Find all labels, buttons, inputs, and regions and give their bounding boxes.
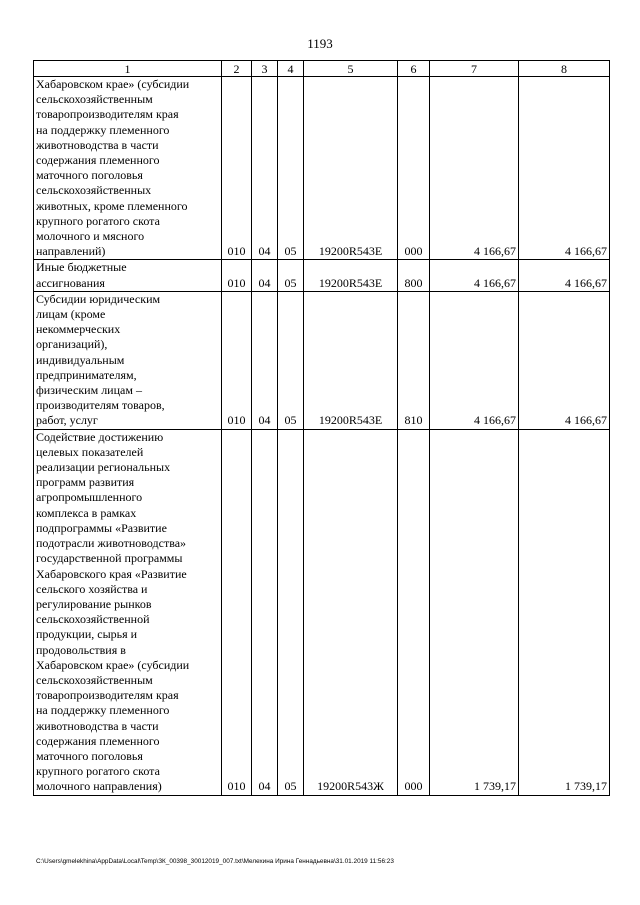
row-name-line: содержания племенного — [36, 153, 160, 168]
row-name-cell — [34, 77, 222, 260]
section-code-cell: 04 — [252, 429, 278, 795]
column-header: 3 — [252, 61, 278, 77]
row-name-cell — [34, 429, 222, 795]
row-name-line: крупного рогатого скота — [36, 213, 160, 228]
row-name-line: комплекса в рамках — [36, 505, 137, 520]
row-name-line: товаропроизводителям края — [36, 688, 179, 703]
target-article-cell: 19200R543Е — [304, 77, 398, 260]
target-article-cell: 19200R543Е — [304, 260, 398, 291]
section-code-cell: 04 — [252, 77, 278, 260]
row-name-line: регулирование рынков — [36, 596, 152, 611]
row-name-line: сельскохозяйственным — [36, 672, 153, 687]
amount-cell: 4 166,67 — [519, 260, 610, 291]
column-header: 7 — [430, 61, 519, 77]
expense-type-cell: 000 — [398, 77, 430, 260]
row-name-line: сельскохозяйственным — [36, 92, 153, 107]
row-name-line: Хабаровского края «Развитие — [36, 566, 187, 581]
column-header: 5 — [304, 61, 398, 77]
row-name-line: подпрограммы «Развитие — [36, 520, 167, 535]
target-article-cell: 19200R543Ж — [304, 429, 398, 795]
row-name-cell — [34, 291, 222, 429]
amount-cell: 4 166,67 — [430, 291, 519, 429]
row-name-line: на поддержку племенного — [36, 122, 170, 137]
row-name-line: молочного направления) — [36, 779, 162, 794]
row-name-line: реализации региональных — [36, 460, 171, 475]
row-name-line: Содействие достижению — [36, 429, 164, 444]
row-name-line: товаропроизводителям края — [36, 107, 179, 122]
grbs-code-cell: 010 — [222, 291, 252, 429]
expense-type-cell: 810 — [398, 291, 430, 429]
row-name-line: лицам (кроме — [36, 307, 106, 322]
amount-cell: 4 166,67 — [519, 77, 610, 260]
row-name-line: животных, кроме племенного — [36, 198, 188, 213]
row-name-line: животноводства в части — [36, 718, 159, 733]
row-name-cell — [34, 260, 222, 291]
row-name-line: физическим лицам – — [36, 383, 142, 398]
subsection-code-cell: 05 — [278, 429, 304, 795]
amount-cell: 4 166,67 — [519, 291, 610, 429]
table-row — [34, 429, 610, 795]
column-header: 1 — [34, 61, 222, 77]
row-name-line: подотрасли животноводства» — [36, 536, 187, 551]
row-name-line: направлений) — [36, 244, 106, 259]
page-number: 1193 — [307, 36, 333, 51]
row-name-line: индивидуальным — [36, 352, 125, 367]
footer-file-path: C:\Users\gmelekhina\AppData\Local\Temp\ЗК_00398_30012019_007.txt\Мелехина Ирина Геннадьевна\31.01.2019 11:56:23 — [36, 858, 394, 865]
section-code-cell: 04 — [252, 291, 278, 429]
row-name-line: сельскохозяйственной — [36, 612, 150, 627]
row-name-line: организаций), — [36, 337, 108, 352]
table-header-row — [34, 61, 610, 77]
grbs-code-cell: 010 — [222, 260, 252, 291]
table-row — [34, 260, 610, 291]
subsection-code-cell: 05 — [278, 291, 304, 429]
column-header: 8 — [519, 61, 610, 77]
amount-cell: 4 166,67 — [430, 260, 519, 291]
row-name-line: агропромышленного — [36, 490, 143, 505]
row-name-line: предпринимателям, — [36, 367, 137, 382]
row-name-line: работ, услуг — [36, 413, 98, 428]
amount-cell: 1 739,17 — [430, 429, 519, 795]
table-body — [34, 77, 610, 796]
table-row — [34, 77, 610, 260]
row-name-line: Иные бюджетные — [36, 260, 127, 275]
amount-cell: 1 739,17 — [519, 429, 610, 795]
subsection-code-cell: 05 — [278, 260, 304, 291]
expense-type-cell: 800 — [398, 260, 430, 291]
column-header: 4 — [278, 61, 304, 77]
row-name-line: сельскохозяйственных — [36, 183, 152, 198]
row-name-line: на поддержку племенного — [36, 703, 170, 718]
row-name-line: Хабаровском крае» (субсидии — [36, 657, 190, 672]
column-header: 2 — [222, 61, 252, 77]
row-name-line: маточного поголовья — [36, 168, 143, 183]
subsection-code-cell: 05 — [278, 77, 304, 260]
row-name-line: некоммерческих — [36, 322, 121, 337]
expense-type-cell: 000 — [398, 429, 430, 795]
grbs-code-cell: 010 — [222, 77, 252, 260]
budget-table — [33, 60, 610, 796]
section-code-cell: 04 — [252, 260, 278, 291]
row-name-line: продовольствия в — [36, 642, 126, 657]
grbs-code-cell: 010 — [222, 429, 252, 795]
row-name-line: сельского хозяйства и — [36, 581, 148, 596]
row-name-line: животноводства в части — [36, 137, 159, 152]
row-name-line: ассигнования — [36, 275, 105, 290]
row-name-line: Субсидии юридическим — [36, 291, 161, 306]
row-name-line: Хабаровском крае» (субсидии — [36, 77, 190, 91]
row-name-line: целевых показателей — [36, 444, 144, 459]
row-name-line: государственной программы — [36, 551, 183, 566]
table-row — [34, 291, 610, 429]
row-name-line: крупного рогатого скота — [36, 764, 160, 779]
row-name-line: маточного поголовья — [36, 748, 143, 763]
column-header: 6 — [398, 61, 430, 77]
row-name-line: производителям товаров, — [36, 398, 165, 413]
row-name-line: содержания племенного — [36, 733, 160, 748]
row-name-line: программ развития — [36, 475, 135, 490]
amount-cell: 4 166,67 — [430, 77, 519, 260]
row-name-line: молочного и мясного — [36, 229, 145, 244]
row-name-line: продукции, сырья и — [36, 627, 138, 642]
target-article-cell: 19200R543Е — [304, 291, 398, 429]
